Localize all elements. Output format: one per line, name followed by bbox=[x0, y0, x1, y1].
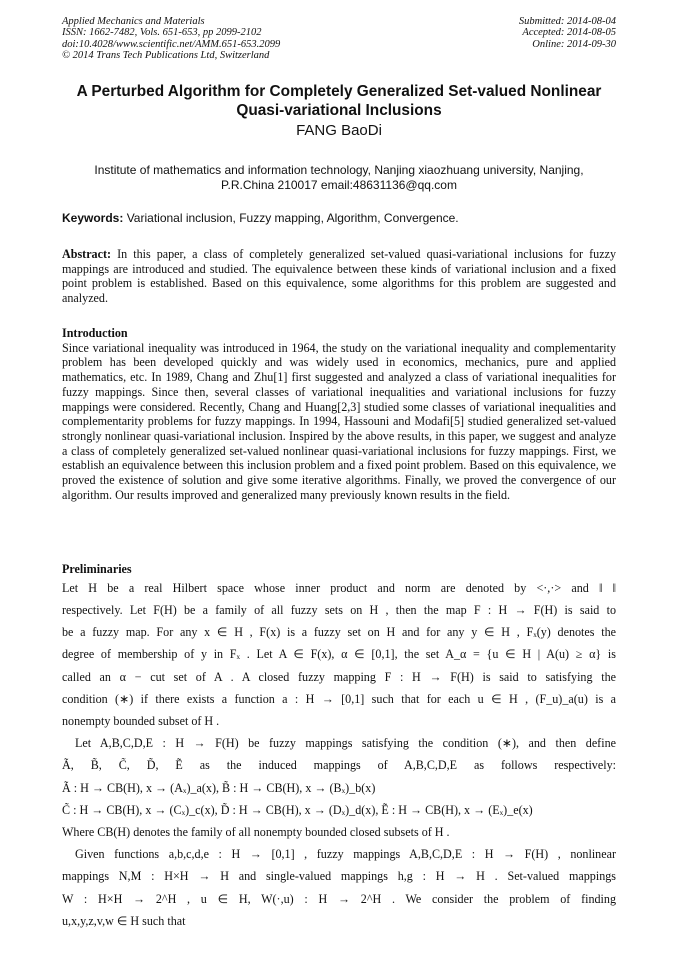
prelim-line-10: Ã : H → CB(H), x → (Aₓ)_a(x), B̃ : H → CB(H), x → (Bₓ)_b(x) bbox=[62, 780, 376, 795]
online-date: Online: 2014-09-30 bbox=[532, 38, 616, 50]
title-line-2: Quasi-variational Inclusions bbox=[236, 102, 442, 119]
preliminaries-heading: Preliminaries bbox=[62, 562, 132, 576]
prelim-line-15: W : H×H → 2^H , u ∈ H, W(·,u) : H → 2^H . We consider the problem of finding bbox=[62, 891, 616, 906]
keywords-label: Keywords: bbox=[62, 211, 124, 225]
abstract-text: In this paper, a class of completely generalized set-valued quasi-variational inclusions for fuzzy mappings are introduced and studied. The equivalence between these kinds of variational inclusion and a fixed point problem is established. Based on this equivalence, some algorithms for this problem are suggested and analyzed. bbox=[62, 247, 616, 306]
prelim-line-3: be a fuzzy map. For any x ∈ H , F(x) is a fuzzy set on H and for any y ∈ H , Fₓ(y) denotes the bbox=[62, 625, 616, 640]
prelim-line-12: Where CB(H) denotes the family of all nonempty bounded closed subsets of H . bbox=[62, 824, 450, 839]
paper-title bbox=[50, 82, 628, 120]
preliminaries-section bbox=[62, 562, 616, 932]
keywords-text: Variational inclusion, Fuzzy mapping, Algorithm, Convergence. bbox=[123, 211, 459, 225]
issn: ISSN: 1662-7482, Vols. 651-653, pp 2099-2102 bbox=[62, 27, 262, 39]
affiliation-line-1: Institute of mathematics and information technology, Nanjing xiaozhuang university, Nanjing, bbox=[94, 163, 584, 177]
affiliation-line-2: P.R.China 210017 email:48631136@qq.com bbox=[221, 177, 457, 192]
prelim-line-8: Let A,B,C,D,E : H → F(H) be fuzzy mappings satisfying the condition (∗), and then define bbox=[75, 736, 616, 751]
prelim-line-14: mappings N,M : H×H → H and single-valued mappings h,g : H → H . Set-valued mappings bbox=[62, 869, 616, 884]
abstract bbox=[62, 247, 616, 306]
title-line-1: A Perturbed Algorithm for Completely Generalized Set-valued Nonlinear bbox=[76, 83, 602, 100]
journal-header bbox=[62, 16, 280, 62]
prelim-line-9: Ã, B̃, C̃, D̃, Ẽ as the induced mappings of A,B,C,D,E as follows respectively: bbox=[62, 758, 616, 773]
prelim-line-2: respectively. Let F(H) be a family of all fuzzy sets on H , then the map F : H → F(H) is said to bbox=[62, 602, 616, 617]
prelim-line-11: C̃ : H → CB(H), x → (Cₓ)_c(x), D̃ : H → CB(H), x → (Dₓ)_d(x), Ẽ : H → CB(H), x → (Eₓ)_e(x) bbox=[62, 802, 533, 817]
prelim-line-4: degree of membership of y in Fₓ . Let A ∈ F(x), α ∈ [0,1], the set A_α = {u ∈ H | A(u) ≥ α} is bbox=[62, 647, 616, 662]
prelim-line-13: Given functions a,b,c,d,e : H → [0,1] , fuzzy mappings A,B,C,D,E : H → F(H) , nonlinear bbox=[75, 847, 616, 862]
keywords bbox=[62, 211, 616, 225]
prelim-line-6: condition (∗) if there exists a function a : H → [0,1] such that for each u ∈ H , (F_u)_a(u) is a bbox=[62, 691, 616, 706]
copyright: © 2014 Trans Tech Publications Ltd, Switzerland bbox=[62, 50, 270, 62]
prelim-line-7: nonempty bounded subset of H . bbox=[62, 713, 220, 728]
introduction-heading: Introduction bbox=[62, 326, 128, 340]
introduction-text: Since variational inequality was introduced in 1964, the study on the variational inequality and complementarity problem has been developed quickly and was widely used in economics, mechanics, pure and applied mathematics, etc. In 1989, Chang and Zhu[1] first suggested and analyzed a class of variational inequalities for fuzzy mappings. Since then, several classes of variational inequalities and variational inclusions for fuzzy mappings were considered. Recently, Chang and Huang[2,3] studied some classes of variational inequalities and complementarity problems for fuzzy mappings. In 1994, Hassouni and Modafi[5] studied generalized set-valued strongly nonlinear quasi-variational inclusion. Inspired by the above results, in this paper, we suggest and analyze a class of completely generalized set-valued nonlinear quasi-variational inclusions for fuzzy mappings. First, we establish an equivalence between this inclusion problem and a fixed point problem. Based on this equivalence, we proved the existence of solution and give some iterative algorithms. Finally, we proved the convergence of our algorithm. Our results improved and generalized many previously known results in the field. bbox=[62, 340, 616, 502]
prelim-line-5: called an α − cut set of A . A closed fuzzy mapping F : H → F(H) is said to satisfying the bbox=[62, 669, 616, 684]
doi: doi:10.4028/www.scientific.net/AMM.651-653.2099 bbox=[62, 38, 281, 50]
dates-header bbox=[519, 16, 616, 50]
abstract-label: Abstract: bbox=[62, 247, 112, 261]
accepted-date: Accepted: 2014-08-05 bbox=[522, 27, 616, 39]
prelim-line-16: u,x,y,z,v,w ∈ H such that bbox=[62, 913, 186, 928]
introduction-section bbox=[62, 326, 616, 502]
submitted-date: Submitted: 2014-08-04 bbox=[518, 16, 616, 27]
journal-name: Applied Mechanics and Materials bbox=[62, 16, 205, 27]
author: FANG BaoDi bbox=[296, 122, 382, 139]
prelim-line-1: Let H be a real Hilbert space whose inner product and norm are denoted by <·,·> and ‖ ‖ bbox=[62, 580, 616, 595]
affiliation bbox=[62, 163, 616, 192]
